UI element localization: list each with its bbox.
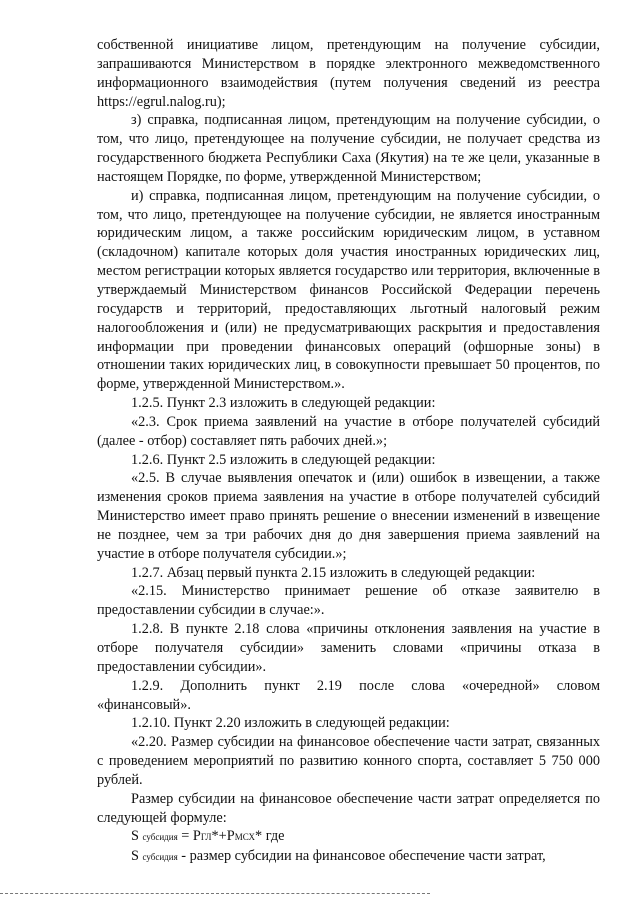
formula-tail: * где (254, 828, 285, 845)
formula-mid: *+P (211, 828, 235, 845)
document-body (97, 36, 600, 867)
paragraph: 1.2.7. Абзац первый пункта 2.15 изложить в следующей редакции: (131, 564, 536, 581)
footer-divider (0, 893, 430, 894)
paragraph: 1.2.5. Пункт 2.3 изложить в следующей редакции: (131, 395, 436, 412)
definition-s-subscript: субсидия (142, 852, 178, 863)
paragraph: 1.2.6. Пункт 2.5 изложить в следующей редакции: (131, 451, 436, 468)
paragraph: «2.5. В случае выявления опечаток и (или) ошибок в извещении, а также изменения сроков приема заявления на участие в отборе получателей субсидий Министерство имеет право принять решение о внесении изменений в извещение не позднее, чем за три рабочих дня до дня завершения приема заявлений на участие в отборе получателя субсидии.»; (97, 470, 600, 562)
formula-p1-subscript: ГЛ (200, 832, 212, 843)
paragraph: и) справка, подписанная лицом, претендующим на получение субсидии, о том, что лицо, претендующее на получение субсидии, не является иностранным юридическим лицом, а также российским юридическим лицом, в уставном (складочном) капитале которых доля участия иностранных юридических лиц, местом регистрации которых является государство или территория, включенные в утверждаемый Министерством финансов Российской Федерации перечень государств и территорий, предоставляющих льготный налоговый режим налогообложения и (или) не предусматривающих раскрытия и предоставления информации при проведении финансовых операций (офшорные зоны) в отношении таких юридических лиц, в совокупности превышает 50 процентов, по форме, утвержденной Министерством.». (97, 187, 600, 393)
definition-line (97, 847, 600, 867)
paragraph: собственной инициативе лицом, претендующим на получение субсидии, запрашиваются Министерством в порядке электронного межведомственного информационного взаимодействия (путем получения сведений из реестра https://egrul.nalog.ru); (97, 37, 600, 110)
formula-eq: = P (177, 828, 201, 845)
paragraph: «2.20. Размер субсидии на финансовое обеспечение части затрат, связанных с проведением мероприятий по развитию конного спорта, составляет 5 750 000 рублей. (97, 734, 600, 788)
formula-line (97, 827, 600, 847)
paragraph: з) справка, подписанная лицом, претендующим на получение субсидии, о том, что лицо, претендующее на получение субсидии, не получает средства из государственного бюджета Республики Саха (Якутия) на те же цели, указанные в настоящем Порядке, по форме, утвержденной Министерством; (97, 112, 600, 185)
formula-s-subscript: субсидия (142, 832, 178, 843)
formula-p2-subscript: МСХ (234, 832, 255, 843)
paragraph: 1.2.9. Дополнить пункт 2.19 после слова «очередной» словом «финансовый». (97, 677, 600, 713)
paragraph: Размер субсидии на финансовое обеспечение части затрат определяется по следующей формуле: (97, 790, 600, 826)
formula-s: S (131, 828, 139, 845)
definition-s: S (131, 848, 139, 865)
definition-text: - размер субсидии на финансовое обеспечение части затрат, (177, 848, 546, 865)
paragraph: 1.2.8. В пункте 2.18 слова «причины отклонения заявления на участие в отборе получателя субсидии» заменить словами «причины отказа в предоставлении субсидии». (97, 621, 600, 675)
paragraph: «2.15. Министерство принимает решение об отказе заявителю в предоставлении субсидии в случае:». (97, 583, 600, 619)
paragraph: 1.2.10. Пункт 2.20 изложить в следующей редакции: (131, 715, 450, 732)
paragraph: «2.3. Срок приема заявлений на участие в отборе получателей субсидий (далее - отбор) составляет пять рабочих дней.»; (97, 413, 600, 449)
